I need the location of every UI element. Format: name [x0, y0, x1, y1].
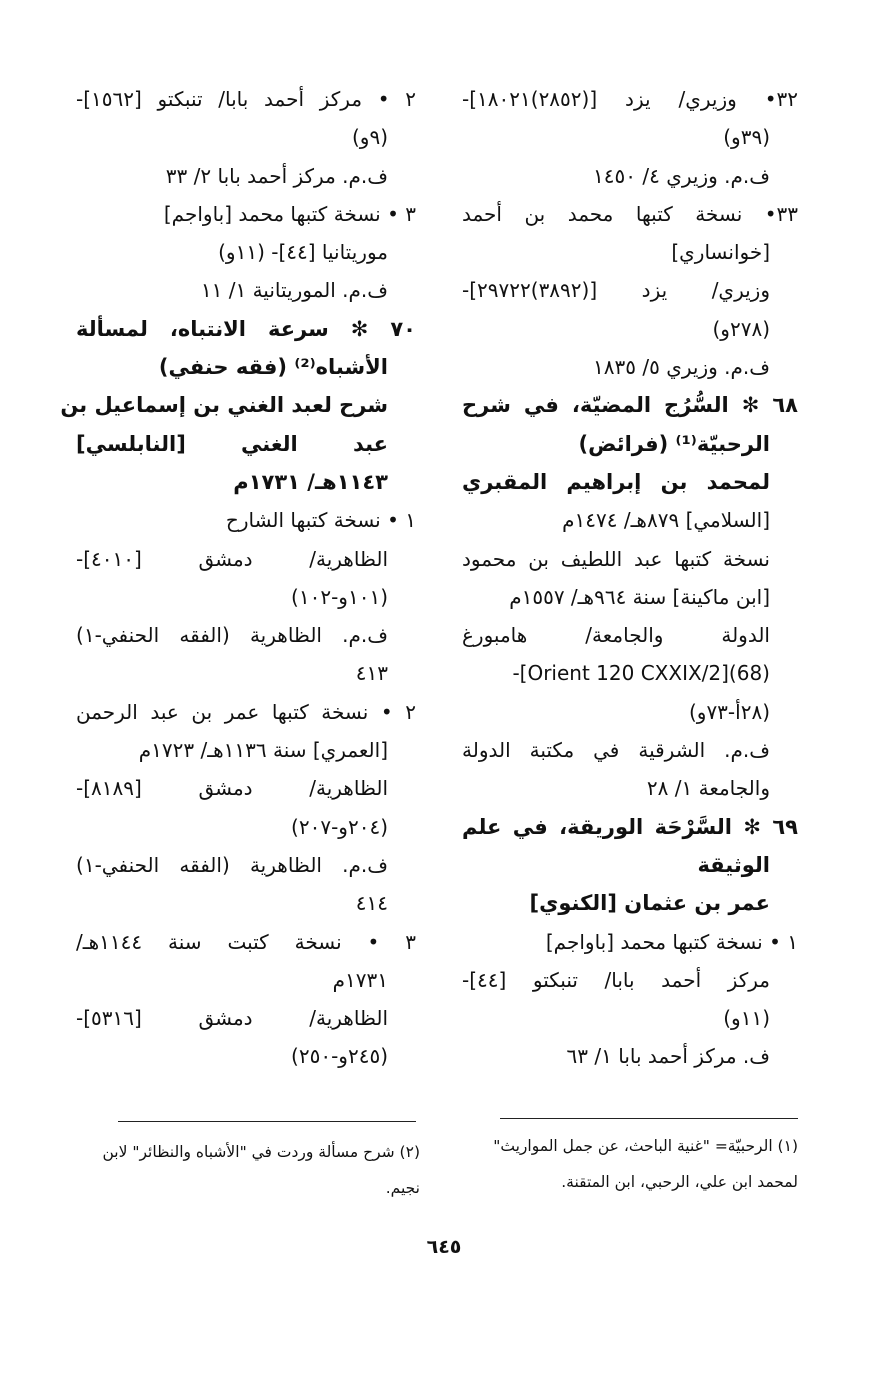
text-line: الظاهرية/ دمشق [٥٣١٦]-: [76, 1006, 388, 1031]
footnote-separator-left: [118, 1121, 416, 1122]
text-line: لمحمد بن إبراهيم المقبري: [462, 469, 770, 494]
text-line: [ابن ماكينة] سنة ٩٦٤هـ/ ١٥٥٧م: [509, 584, 770, 609]
text-line: ٣٣• نسخة كتبها محمد بن أحمد: [462, 201, 798, 226]
footnote-line: (١) الرحبيّة= "غنية الباحث، عن جمل المواريث": [493, 1137, 798, 1155]
text-line: عبد الغني [النابلسي]: [76, 431, 388, 456]
text-line: ف.م. مركز أحمد بابا ٢/ ٣٣: [165, 163, 388, 188]
text-line: الدولة والجامعة/ هامبورغ: [462, 623, 770, 648]
footnote-right: [466, 1128, 798, 1200]
text-line: (٢٧٨و): [712, 316, 770, 341]
text-line: الوثيقة: [697, 852, 770, 877]
text-line: (١٠١و-١٠٢): [291, 584, 388, 609]
text-line: ف.م. الظاهرية (الفقه الحنفي-١): [76, 623, 388, 648]
text-line: ٣٢• وزيري/ يزد [(٢٨٥٢)١٨٠٢١]-: [462, 87, 798, 111]
text-line: ٣ • نسخة كتبت سنة ١١٤٤هـ/: [76, 929, 416, 954]
text-line: (٩و): [351, 125, 388, 150]
text-line: [العمري] سنة ١١٣٦هـ/ ١٧٢٣م: [138, 738, 388, 763]
text-line: موريتانيا [٤٤]- (١١و): [218, 240, 388, 265]
text-line: [خوانساري]: [671, 240, 770, 265]
text-line: (٢٨أ-٧٣و): [688, 699, 770, 724]
text-line: (٣٩و): [723, 125, 770, 150]
text-line: ٧٠ ✻ سرعة الانتباه، لمسألة: [76, 316, 416, 341]
text-line: ١ • نسخة كتبها الشارح: [225, 508, 416, 533]
text-line: (١١و): [723, 1006, 770, 1031]
text-line: ٦٨ ✻ السُّرُج المضيّة، في شرح: [462, 393, 798, 418]
text-line: ف.م. الشرقية في مكتبة الدولة: [462, 738, 770, 763]
text-line: [السلامي] ٨٧٩هـ/ ١٤٧٤م: [562, 508, 770, 533]
text-line: ١١٤٣هـ/ ١٧٣١م: [233, 469, 388, 494]
text-line: ف. مركز أحمد بابا ١/ ٦٣: [566, 1044, 770, 1069]
text-line: الأشباه⁽²⁾ (فقه حنفي): [158, 355, 388, 380]
text-line: مركز أحمد بابا/ تنبكتو [٤٤]-: [462, 967, 770, 992]
text-line: ف.م. الموريتانية ١/ ١١: [200, 278, 388, 303]
page-number: ٦٤٥: [426, 1236, 462, 1258]
right-column: [462, 80, 798, 1076]
footnote-separator-right: [500, 1118, 798, 1119]
text-line: ٤١٣: [355, 661, 388, 686]
text-line: وزيري/ يزد [(٣٨٩٢)٢٩٧٢٢]-: [462, 278, 770, 303]
text-line: الرحبيّة⁽¹⁾ (فرائض): [578, 431, 770, 456]
text-line: ٢ • نسخة كتبها عمر بن عبد الرحمن: [76, 699, 416, 724]
text-line: والجامعة ١/ ٢٨: [646, 776, 770, 801]
text-line: عمر بن عثمان [الكنوي]: [529, 891, 770, 916]
text-line: الظاهرية/ دمشق [٨١٨٩]-: [76, 776, 388, 801]
text-line: ٤١٤: [355, 891, 388, 916]
footnote-line: (٢) شرح مسألة وردت في "الأشباه والنظائر" لابن: [102, 1143, 420, 1161]
footnote-line: لمحمد ابن علي، الرحبي، ابن المتقنة.: [561, 1173, 798, 1191]
text-line: الظاهرية/ دمشق [٤٠١٠]-: [76, 546, 388, 571]
text-line: ف.م. الظاهرية (الفقه الحنفي-١): [76, 852, 388, 877]
text-line: ٣ • نسخة كتبها محمد [باواجم]: [163, 201, 416, 226]
text-line: (٢٤٥و-٢٥٠): [291, 1044, 388, 1069]
text-line: ف.م. وزيري ٤/ ١٤٥٠: [593, 163, 770, 188]
text-line: ف.م. وزيري ٥/ ١٨٣٥: [593, 355, 770, 380]
text-line: Orient 120 CXXIX/2](68)]-: [512, 661, 770, 686]
left-column: [60, 80, 416, 1076]
text-line: شرح لعبد الغني بن إسماعيل بن: [60, 393, 388, 418]
text-line: ١ • نسخة كتبها محمد [باواجم]: [545, 929, 798, 954]
text-line: ٢ • مركز أحمد بابا/ تنبكتو [١٥٦٢]-: [76, 87, 416, 111]
footnote-line: نجيم.: [385, 1179, 420, 1197]
text-line: ٦٩ ✻ السَّرْحَة الوريقة، في علم: [462, 814, 798, 839]
footnote-left: [80, 1134, 420, 1206]
text-line: (٢٠٤و-٢٠٧): [291, 814, 388, 839]
text-line: نسخة كتبها عبد اللطيف بن محمود: [462, 546, 770, 571]
text-line: ١٧٣١م: [332, 967, 388, 992]
